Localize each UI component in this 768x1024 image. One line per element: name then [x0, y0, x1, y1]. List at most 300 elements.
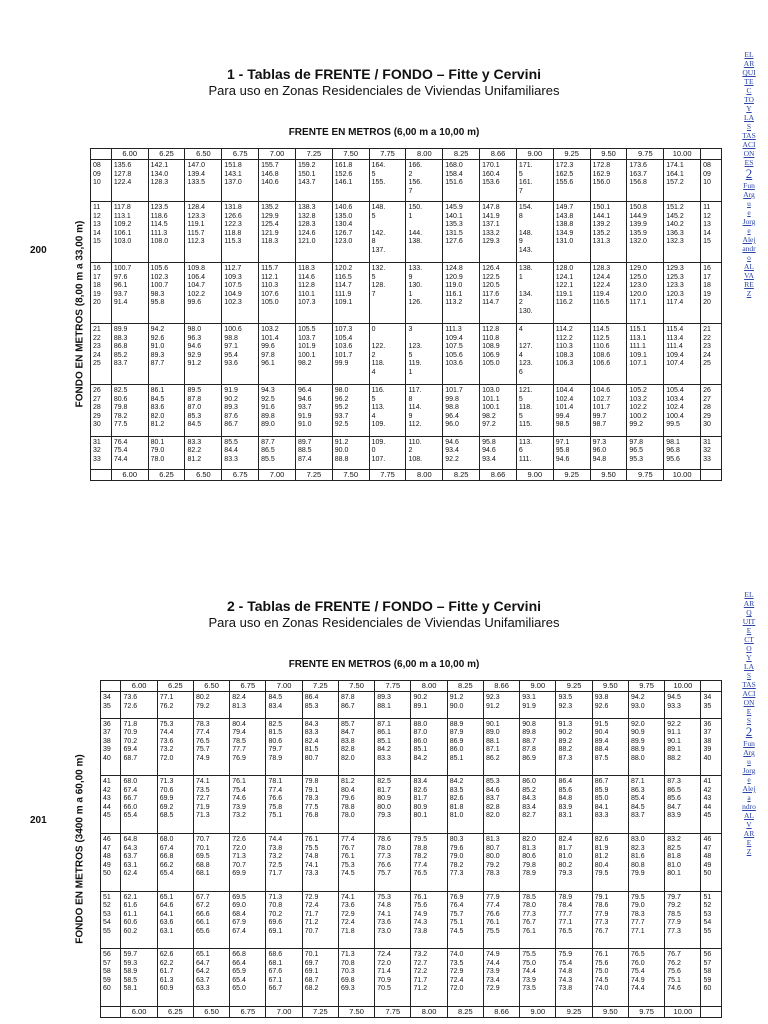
table-cell: 94.2 92.6 91.0 89.3 87.7	[148, 324, 185, 385]
column-header: 8.25	[443, 149, 480, 160]
table-cell: 116. 5 113. 4 109.	[369, 385, 406, 437]
fondo-row-labels: 56 57 58 59 60	[101, 949, 121, 1007]
table-cell: 82.5 81.7 80.9 80.0 79.3	[375, 776, 411, 834]
column-header: 6.00	[111, 149, 148, 160]
table-cell: 92.3 91.2	[483, 692, 519, 719]
table-cell: 109.8 106.4 104.7 102.2 99.6	[185, 263, 222, 324]
table-cell: 114.5 112.5 110.6 108.6 106.6	[590, 324, 627, 385]
column-header: 9.00	[516, 470, 553, 481]
table-cell: 110. 2 108.	[406, 436, 443, 469]
table-cell: 147.0 139.4 133.5	[185, 160, 222, 202]
fondo-row-labels: 41 42 43 44 45	[101, 776, 121, 834]
side-note-fragment[interactable]: ACI	[742, 689, 756, 698]
table-cell: 76.1 75.6 74.9 74.3 73.8	[411, 891, 447, 949]
fondo-row-labels: 21 22 23 24 25	[91, 324, 112, 385]
column-header: 6.00	[121, 1007, 157, 1018]
table-cell: 107.3 105.4 103.6 101.7 99.9	[332, 324, 369, 385]
table-cell: 78.9 78.4 77.7 77.1 76.5	[556, 891, 592, 949]
header-corner	[91, 470, 112, 481]
column-header: 9.50	[592, 1007, 628, 1018]
table-cell: 98.0 96.3 94.6 92.9 91.2	[185, 324, 222, 385]
table-cell: 98.1 96.8 95.6	[664, 436, 701, 469]
column-header: 9.00	[520, 1007, 556, 1018]
column-header: 6.75	[222, 470, 259, 481]
table-cell: 149.7 143.8 138.8 134.9 131.0	[553, 202, 590, 263]
fondo-row-labels: 26 27 28 29 30	[701, 385, 722, 437]
side-note-fragment[interactable]: UITE	[742, 617, 756, 635]
header-corner	[101, 1007, 121, 1018]
top-header-row	[91, 149, 722, 160]
table-cell: 113. 6 111.	[516, 436, 553, 469]
table-cell: 89.5 87.8 87.0 85.3 84.5	[185, 385, 222, 437]
column-header: 9.75	[628, 681, 664, 692]
column-header: 6.25	[157, 681, 193, 692]
table-cell: 90.1 89.0 88.1 87.1 86.2	[483, 718, 519, 776]
table-cell: 97.3 96.0 94.8	[590, 436, 627, 469]
table-row	[91, 436, 722, 469]
table-2-page-number: 201	[30, 815, 47, 826]
fondo-row-labels: 36 37 38 39 40	[701, 718, 722, 776]
side-note-fragment[interactable]: CTO	[744, 635, 754, 653]
column-header: 8.66	[483, 1007, 519, 1018]
table-cell: 71.3 70.8 70.3 69.8 69.3	[338, 949, 374, 1007]
table-cell: 173.6 163.7 156.8	[627, 160, 664, 202]
table-cell: 115.7 112.1 110.3 107.6 105.0	[259, 263, 296, 324]
column-header: 7.50	[332, 470, 369, 481]
table-cell: 159.2 150.1 143.7	[295, 160, 332, 202]
table-cell: 120.2 116.5 114.7 111.9 109.1	[332, 263, 369, 324]
column-header: 6.50	[185, 470, 222, 481]
table-cell: 79.1 78.6 77.9 77.3 76.7	[592, 891, 628, 949]
column-header: 8.25	[447, 1007, 483, 1018]
table-cell: 129.0 125.0 123.0 120.0 117.1	[627, 263, 664, 324]
table-cell: 71.3 70.6 69.9 69.2 68.5	[157, 776, 193, 834]
column-header: 7.75	[369, 149, 406, 160]
table-cell: 73.6 72.6	[121, 692, 157, 719]
column-header: 7.25	[295, 149, 332, 160]
table-cell: 80.2 79.2	[193, 692, 229, 719]
fondo-row-labels: 11 12 13 14 15	[701, 202, 722, 263]
side-note-fragment[interactable]: e	[747, 208, 751, 217]
side-note-fragment[interactable]: Aleja	[742, 784, 756, 802]
column-header: 9.50	[590, 470, 627, 481]
side-note-fragment[interactable]: LAS	[744, 662, 754, 680]
fondo-row-labels: 56 57 58 59 60	[701, 949, 722, 1007]
table-cell: 91.2 90.0	[447, 692, 483, 719]
fondo-row-labels: 36 37 38 39 40	[101, 718, 121, 776]
table-cell: 93.1 91.9	[520, 692, 556, 719]
table-cell: 129.3 125.3 123.3 120.3 117.4	[664, 263, 701, 324]
side-note-fragment[interactable]: TAS	[742, 680, 756, 689]
fondo-row-labels: 31 32 33	[91, 436, 112, 469]
fondo-row-labels: 46 47 48 49 50	[701, 834, 722, 892]
table-1-frente-label: FRENTE EN METROS (6,00 m a 10,00 m)	[288, 127, 480, 138]
side-note-fragment[interactable]: VA	[744, 271, 754, 280]
table-row	[101, 776, 722, 834]
column-header: 10.00	[664, 470, 701, 481]
side-note-fragment[interactable]: Z	[746, 847, 752, 856]
table-cell: 101.7 99.8 98.8 96.4 96.0	[443, 385, 480, 437]
table-2-title: 2 - Tablas de FRENTE / FONDO – Fitte y Cervini	[226, 598, 542, 614]
table-cell: 91.5 90.4 89.4 88.4 87.5	[592, 718, 628, 776]
table-cell: 151.2 145.2 140.2 136.3 132.3	[664, 202, 701, 263]
table-cell: 100.7 97.6 96.1 93.7 91.4	[111, 263, 148, 324]
table-cell: 78.1 77.4 76.6 75.8 75.1	[266, 776, 302, 834]
table-cell: 135.2 129.9 125.4 121.9 118.3	[259, 202, 296, 263]
table-cell: 80.3 79.6 79.0 78.2 77.3	[447, 834, 483, 892]
column-header: 9.25	[553, 149, 590, 160]
table-cell: 155.7 146.8 140.6	[259, 160, 296, 202]
column-header: 7.00	[259, 149, 296, 160]
fondo-row-labels: 21 22 23 24 25	[701, 324, 722, 385]
table-cell: 147.8 141.9 137.1 133.2 129.3	[480, 202, 517, 263]
column-header: 8.66	[480, 470, 517, 481]
table-cell: 82.4 81.7 81.0 80.2 79.3	[556, 834, 592, 892]
side-note-fragment[interactable]: Argu	[743, 190, 755, 208]
table-cell: 138.3 132.8 128.3 124.6 121.0	[295, 202, 332, 263]
column-header: 7.00	[266, 1007, 302, 1018]
side-note-fragment[interactable]: Argu	[743, 748, 755, 766]
column-header: 7.25	[302, 681, 338, 692]
table-cell: 59.7 59.3 58.9 58.5 58.1	[121, 949, 157, 1007]
table-cell: 85.5 84.4 83.3	[222, 436, 259, 469]
header-corner	[701, 1007, 722, 1018]
table-cell: 68.0 67.4 66.7 66.0 65.4	[121, 776, 157, 834]
table-cell: 76.7 76.2 75.6 75.1 74.6	[665, 949, 701, 1007]
table-cell: 82.4 81.3	[230, 692, 266, 719]
table-cell: 166. 2 156. 7	[406, 160, 443, 202]
table-cell: 98.0 96.2 95.2 93.7 92.5	[332, 385, 369, 437]
table-cell: 111.3 109.4 107.5 105.6 103.6	[443, 324, 480, 385]
table-cell: 92.2 91.1 90.1 89.1 88.2	[665, 718, 701, 776]
column-header: 6.25	[148, 149, 185, 160]
side-note-fragment[interactable]: Fun	[743, 739, 755, 748]
table-cell: 150.8 144.9 139.9 135.9 132.0	[627, 202, 664, 263]
table-cell: 132. 5 128. 7	[369, 263, 406, 324]
top-header-row	[101, 681, 722, 692]
column-header: 7.50	[338, 681, 374, 692]
table-1-title: 1 - Tablas de FRENTE / FONDO – Fitte y Cervini	[226, 66, 542, 82]
table-cell: 83.3 82.2 81.2	[185, 436, 222, 469]
table-cell: 62.6 62.2 61.7 61.3 60.9	[157, 949, 193, 1007]
table-cell: 3 123. 5 119. 1	[406, 324, 443, 385]
table-cell: 142.1 134.0 128.3	[148, 160, 185, 202]
table-cell: 86.7 85.9 85.0 84.1 83.3	[592, 776, 628, 834]
column-header: 9.75	[628, 1007, 664, 1018]
table-cell: 87.1 86.1 85.1 84.2 83.3	[375, 718, 411, 776]
table-cell: 77.4 76.7 76.1 75.3 74.5	[338, 834, 374, 892]
table-cell: 73.2 72.7 72.2 71.7 71.2	[411, 949, 447, 1007]
side-note-fragment[interactable]: QUI	[742, 68, 756, 77]
column-header: 9.25	[556, 1007, 592, 1018]
table-cell: 80.4 79.4 78.5 77.7 76.9	[230, 718, 266, 776]
table-cell: 74.4 73.8 73.2 72.5 71.7	[266, 834, 302, 892]
table-cell: 72.4 72.0 71.4 70.9 70.5	[375, 949, 411, 1007]
column-header: 9.50	[592, 681, 628, 692]
column-header: 6.25	[157, 1007, 193, 1018]
column-header: 8.25	[443, 470, 480, 481]
side-note-fragment[interactable]: ON	[743, 149, 755, 158]
header-corner	[91, 149, 112, 160]
column-header: 10.00	[664, 149, 701, 160]
side-note-fragment[interactable]: 2	[745, 166, 753, 181]
table-cell: 92.0 90.9 89.9 88.9 88.0	[628, 718, 664, 776]
column-header: 6.50	[193, 1007, 229, 1018]
table-cell: 65.1 64.7 64.2 63.7 63.3	[193, 949, 229, 1007]
table-cell: 105.5 103.7 101.9 100.1 98.2	[295, 324, 332, 385]
table-cell: 72.9 72.4 71.7 71.2 70.7	[302, 891, 338, 949]
table-cell: 76.1 75.6 75.0 74.5 74.0	[592, 949, 628, 1007]
table-cell: 89.7 88.5 87.4	[295, 436, 332, 469]
table-cell: 81.2 80.4 79.6 78.8 78.0	[338, 776, 374, 834]
table-cell: 74.0 73.5 72.9 72.4 72.0	[447, 949, 483, 1007]
fondo-row-labels: 16 17 18 19 20	[91, 263, 112, 324]
header-corner	[701, 681, 722, 692]
column-header: 8.00	[406, 470, 443, 481]
side-note-fragment[interactable]: Jorge	[742, 766, 756, 784]
column-header: 9.25	[553, 470, 590, 481]
table-cell: 150. 1 144. 138.	[406, 202, 443, 263]
table-1	[90, 148, 722, 481]
side-note-fragment[interactable]: ndro	[742, 802, 756, 811]
table-cell: 105.4 103.4 102.4 100.4 99.5	[664, 385, 701, 437]
table-cell: 105.2 103.2 102.2 100.2 99.2	[627, 385, 664, 437]
table-cell: 114.2 112.2 110.3 108.3 106.3	[553, 324, 590, 385]
table-cell: 103.0 101.1 100.1 98.2 97.2	[480, 385, 517, 437]
table-cell: 75.3 74.8 74.1 73.6 73.0	[375, 891, 411, 949]
table-cell: 67.7 67.2 66.6 66.1 65.6	[193, 891, 229, 949]
table-cell: 154. 8 148. 9 143.	[516, 202, 553, 263]
column-header: 8.66	[483, 681, 519, 692]
column-header: 6.75	[230, 681, 266, 692]
column-header: 9.50	[590, 149, 627, 160]
table-cell: 115.1 113.1 111.1 109.1 107.1	[627, 324, 664, 385]
table-row	[101, 692, 722, 719]
table-cell: 75.5 75.0 74.4 73.9 73.5	[520, 949, 556, 1007]
fondo-row-labels: 16 17 18 19 20	[701, 263, 722, 324]
side-note-fragment[interactable]: REZ	[744, 280, 754, 298]
side-note-fragment[interactable]: AR	[743, 59, 755, 68]
side-note-fragment[interactable]: e	[747, 226, 751, 235]
side-note-fragment[interactable]: ES	[744, 158, 754, 167]
table-cell: 131.8 126.6 122.3 118.8 115.3	[222, 202, 259, 263]
fondo-row-labels: 11 12 13 14 15	[91, 202, 112, 263]
side-note-fragment[interactable]: TO	[744, 95, 754, 104]
column-header: 10.00	[665, 681, 701, 692]
table-cell: 69.5 69.0 68.4 67.9 67.4	[230, 891, 266, 949]
table-cell: 90.2 89.1	[411, 692, 447, 719]
table-cell: 150.1 144.1 139.2 135.2 131.3	[590, 202, 627, 263]
header-corner	[101, 681, 121, 692]
table-cell: 117.8 113.1 109.2 106.1 103.0	[111, 202, 148, 263]
side-note-fragment[interactable]: TAS	[742, 131, 756, 140]
table-row	[101, 718, 722, 776]
side-note-fragment[interactable]: S	[746, 716, 752, 725]
table-cell: 76.5 76.0 75.4 74.9 74.4	[628, 949, 664, 1007]
column-header: 7.75	[369, 470, 406, 481]
table-cell: 78.5 78.0 77.3 76.7 76.1	[520, 891, 556, 949]
table-cell: 83.4 82.6 81.7 80.9 80.1	[411, 776, 447, 834]
side-note-fragment[interactable]: ACI	[742, 140, 756, 149]
table-cell: 118.3 114.6 112.8 110.1 107.3	[295, 263, 332, 324]
table-cell: 161.8 152.6 146.1	[332, 160, 369, 202]
table-row	[91, 202, 722, 263]
column-header: 9.75	[627, 149, 664, 160]
table-cell: 94.6 93.4 92.2	[443, 436, 480, 469]
table-cell: 104.6 102.7 101.7 99.7 98.7	[590, 385, 627, 437]
table-cell: 91.3 90.2 89.2 88.2 87.3	[556, 718, 592, 776]
table-cell: 94.5 93.3	[665, 692, 701, 719]
table-2-frente-label: FRENTE EN METROS (6,00 m a 10,00 m)	[288, 659, 480, 670]
side-note-fragment[interactable]: Jorg	[742, 217, 756, 226]
table-cell: 74.9 74.4 73.9 73.4 72.9	[483, 949, 519, 1007]
side-note-fragment[interactable]: ARQ	[743, 599, 755, 617]
side-note-fragment[interactable]: EL	[744, 590, 754, 599]
table-cell: 115.4 113.4 111.4 109.4 107.4	[664, 324, 701, 385]
column-header: 7.00	[266, 681, 302, 692]
side-note-fragment[interactable]: Alej	[742, 235, 756, 244]
table-cell: 103.2 101.4 99.6 97.8 96.1	[259, 324, 296, 385]
side-note-fragment[interactable]: 2	[745, 724, 753, 739]
table-cell: 86.0 85.2 84.3 83.4 82.7	[520, 776, 556, 834]
column-header: 7.00	[259, 470, 296, 481]
table-row	[101, 834, 722, 892]
table-cell: 88.9 87.9 86.9 86.0 85.1	[447, 718, 483, 776]
bottom-header-row	[91, 470, 722, 481]
table-cell: 76.1 75.5 74.8 74.1 73.3	[302, 834, 338, 892]
table-cell: 79.7 79.2 78.5 77.9 77.3	[665, 891, 701, 949]
table-cell: 174.1 164.1 157.2	[664, 160, 701, 202]
table-cell: 76.9 76.4 75.7 75.1 74.5	[447, 891, 483, 949]
table-cell: 97.1 95.8 94.6	[553, 436, 590, 469]
table-cell: 112.7 109.3 107.5 104.9 102.3	[222, 263, 259, 324]
table-cell: 62.1 61.6 61.1 60.6 60.2	[121, 891, 157, 949]
column-header: 7.75	[375, 681, 411, 692]
side-note-fragment[interactable]: AL	[744, 262, 754, 271]
table-1-fondo-label: FONDO EN METROS (8,00 m a 33,00 m)	[74, 220, 86, 408]
table-cell: 87.3 86.5 85.6 84.7 83.9	[665, 776, 701, 834]
table-cell: 77.1 76.2	[157, 692, 193, 719]
side-note-fragment[interactable]: Y	[746, 104, 752, 113]
table-cell: 85.7 84.7 83.8 82.8 82.0	[338, 718, 374, 776]
fondo-row-labels: 51 52 53 54 55	[701, 891, 722, 949]
side-note-fragment[interactable]: ALV	[744, 811, 754, 829]
column-header: 9.00	[516, 149, 553, 160]
table-cell: 164. 5 155.	[369, 160, 406, 202]
table-cell: 4 127. 4 123. 6	[516, 324, 553, 385]
fondo-row-labels: 34 35	[701, 692, 722, 719]
table-cell: 0 122. 2 118. 4	[369, 324, 406, 385]
table-2-fondo-label: FONDO EN METROS (3400 m a 60,00 m)	[74, 754, 86, 944]
fondo-row-labels: 31 32 33	[701, 436, 722, 469]
table-cell: 151.8 143.1 137.0	[222, 160, 259, 202]
side-note-fragment[interactable]: LAS	[744, 113, 754, 131]
table-cell: 74.1 73.6 72.9 72.4 71.8	[338, 891, 374, 949]
table-cell: 97.8 96.5 95.3	[627, 436, 664, 469]
table-cell: 82.5 80.6 79.8 78.2 77.5	[111, 385, 148, 437]
table-cell: 138. 1 134. 2 130.	[516, 263, 553, 324]
column-header: 8.00	[406, 149, 443, 160]
table-cell: 140.6 135.0 130.4 126.7 123.0	[332, 202, 369, 263]
table-cell: 78.3 77.4 76.5 75.7 74.9	[193, 718, 229, 776]
side-note-fragment[interactable]: ARE	[743, 829, 755, 847]
side-note-2[interactable]	[742, 590, 756, 856]
table-cell: 171. 5 161. 7	[516, 160, 553, 202]
table-cell: 79.5 79.0 78.3 77.7 77.1	[628, 891, 664, 949]
table-row	[91, 263, 722, 324]
side-note-fragment[interactable]: andr	[742, 244, 756, 253]
column-header: 6.50	[193, 681, 229, 692]
column-header: 6.50	[185, 149, 222, 160]
table-cell: 84.2 83.5 82.6 81.8 81.0	[447, 776, 483, 834]
table-cell: 82.0 81.3 80.6 79.8 78.9	[520, 834, 556, 892]
table-cell: 91.2 90.0 88.8	[332, 436, 369, 469]
column-header: 6.25	[148, 470, 185, 481]
fondo-row-labels: 46 47 48 49 50	[101, 834, 121, 892]
header-corner	[701, 149, 722, 160]
fondo-row-labels: 51 52 53 54 55	[101, 891, 121, 949]
table-cell: 68.0 67.4 66.8 66.2 65.4	[157, 834, 193, 892]
table-cell: 135.6 127.8 122.4	[111, 160, 148, 202]
table-cell: 96.4 94.6 93.7 91.9 91.0	[295, 385, 332, 437]
side-note-fragment[interactable]: Y	[746, 653, 752, 662]
side-note-fragment[interactable]: EL	[744, 50, 754, 59]
header-corner	[701, 470, 722, 481]
side-note-fragment[interactable]: ONE	[743, 698, 755, 716]
column-header: 7.25	[302, 1007, 338, 1018]
table-cell: 104.4 102.4 101.4 99.4 98.5	[553, 385, 590, 437]
fondo-row-labels: 34 35	[101, 692, 121, 719]
table-cell: 70.1 69.7 69.1 68.7 68.2	[302, 949, 338, 1007]
fondo-row-labels: 41 42 43 44 45	[701, 776, 722, 834]
side-note-fragment[interactable]: Fun	[743, 181, 755, 190]
side-note-fragment[interactable]: o	[747, 253, 751, 262]
table-cell: 75.9 75.4 74.8 74.3 73.8	[556, 949, 592, 1007]
table-cell: 100.6 98.8 97.1 95.4 93.6	[222, 324, 259, 385]
table-cell: 109. 0 107.	[369, 436, 406, 469]
column-header: 7.75	[375, 1007, 411, 1018]
table-cell: 95.8 94.6 93.4	[480, 436, 517, 469]
table-cell: 145.9 140.1 135.3 131.5 127.6	[443, 202, 480, 263]
column-header: 8.00	[411, 1007, 447, 1018]
table-1-subtitle: Para uso en Zonas Residenciales de Viviendas Unifamiliares	[208, 83, 560, 98]
fondo-row-labels: 26 27 28 29 30	[91, 385, 112, 437]
table-cell: 79.8 79.1 78.3 77.5 76.8	[302, 776, 338, 834]
table-cell: 83.0 82.3 81.6 80.8 79.9	[628, 834, 664, 892]
column-header: 7.25	[295, 470, 332, 481]
table-cell: 74.1 73.5 72.7 71.9 71.3	[193, 776, 229, 834]
column-header: 9.75	[627, 470, 664, 481]
table-cell: 71.3 70.8 70.2 69.6 69.1	[266, 891, 302, 949]
fondo-row-labels: 08 09 10	[701, 160, 722, 202]
table-cell: 86.4 85.3	[302, 692, 338, 719]
side-note-1[interactable]	[742, 50, 756, 298]
table-cell: 71.8 70.9 70.2 69.4 68.7	[121, 718, 157, 776]
side-note-fragment[interactable]: TEC	[744, 77, 754, 95]
table-cell: 84.5 83.4	[266, 692, 302, 719]
column-header: 6.75	[230, 1007, 266, 1018]
column-header: 8.66	[480, 149, 517, 160]
table-cell: 72.6 72.0 71.3 70.7 69.9	[230, 834, 266, 892]
table-cell: 83.2 82.5 81.8 81.0 80.1	[665, 834, 701, 892]
table-cell: 76.1 75.4 74.6 73.9 73.2	[230, 776, 266, 834]
table-cell: 81.3 80.7 80.0 79.2 78.3	[483, 834, 519, 892]
table-cell: 86.1 84.5 83.6 82.0 81.2	[148, 385, 185, 437]
table-row	[91, 160, 722, 202]
table-cell: 93.5 92.3	[556, 692, 592, 719]
table-cell: 93.8 92.6	[592, 692, 628, 719]
table-cell: 77.9 77.4 76.6 76.1 75.5	[483, 891, 519, 949]
